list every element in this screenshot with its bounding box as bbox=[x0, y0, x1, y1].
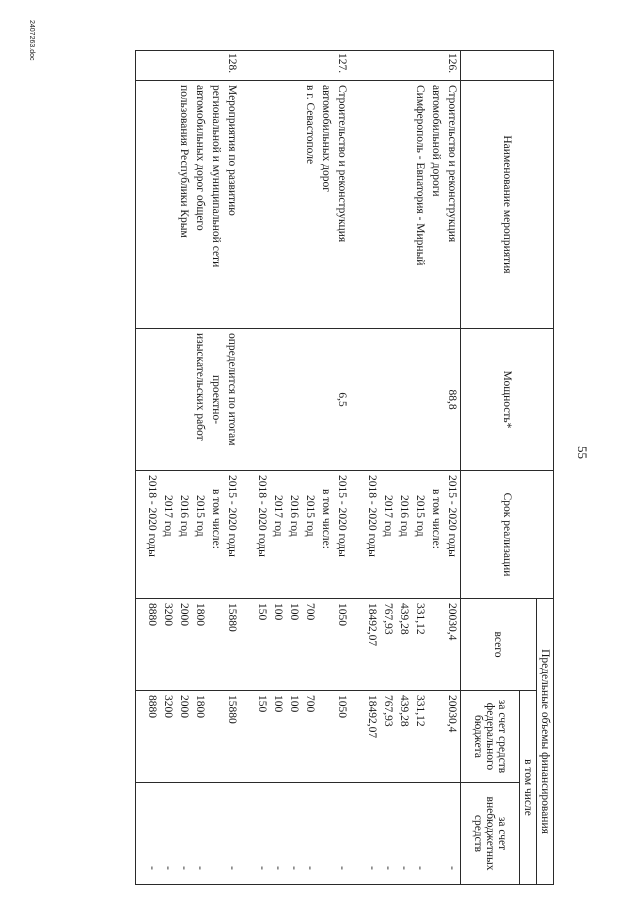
total-value: 1050 bbox=[336, 603, 348, 626]
period-line: 2017 год bbox=[272, 495, 284, 537]
extrabudget-value bbox=[208, 787, 224, 880]
page-number: 55 bbox=[575, 446, 590, 459]
federal-value: 2000 bbox=[178, 695, 190, 718]
total-value bbox=[428, 603, 444, 686]
period-line: 2015 год bbox=[304, 495, 316, 537]
total-value: 2000 bbox=[178, 603, 190, 626]
row-name-line: Строительство и реконструкция bbox=[446, 85, 458, 243]
extrabudget-value: - bbox=[304, 866, 316, 870]
extrabudget-value: - bbox=[272, 866, 284, 870]
total-value bbox=[318, 603, 334, 686]
header-capacity: Мощность* bbox=[461, 329, 554, 471]
row-name-line: региональной и муниципальной сети bbox=[210, 85, 222, 268]
federal-value: 1800 bbox=[194, 695, 206, 718]
federal-value: 15880 bbox=[226, 695, 238, 724]
extrabudget-value: - bbox=[226, 866, 238, 870]
federal-value: 3200 bbox=[162, 695, 174, 718]
federal-value: 100 bbox=[288, 695, 300, 713]
row-name-line: в г. Севастополе bbox=[304, 85, 316, 165]
row-capacity: проектно- bbox=[210, 374, 222, 425]
extrabudget-value: - bbox=[366, 866, 378, 870]
row-name-line: Симферополь - Евпатория - Мирный bbox=[414, 85, 426, 266]
federal-value: 100 bbox=[272, 695, 284, 713]
document-id: 2407263.doc bbox=[28, 20, 35, 61]
extrabudget-value: - bbox=[162, 866, 174, 870]
total-value: 767,93 bbox=[382, 603, 394, 635]
extrabudget-value bbox=[318, 787, 334, 880]
period-line: 2015 - 2020 годы bbox=[446, 475, 458, 557]
header-name: Наименование мероприятия bbox=[461, 81, 554, 329]
rotated-table-sheet bbox=[30, 20, 590, 885]
header-extrabudget: за счет внебюджетных средств bbox=[461, 783, 520, 885]
period-line: 2015 - 2020 годы bbox=[226, 475, 238, 557]
row-number: 126. bbox=[446, 53, 458, 74]
federal-value: 767,93 bbox=[382, 695, 394, 727]
row-number: 128. bbox=[226, 53, 238, 74]
extrabudget-value: - bbox=[288, 866, 300, 870]
period-line: в том числе: bbox=[430, 489, 442, 549]
total-value: 100 bbox=[288, 603, 300, 621]
header-federal: за счет средств федерального бюджета bbox=[461, 691, 520, 783]
table-row bbox=[144, 51, 240, 885]
header-total: всего bbox=[461, 599, 537, 691]
total-value: 439,28 bbox=[398, 603, 410, 635]
period-line: 2017 год bbox=[162, 495, 174, 537]
row-number: 127. bbox=[336, 53, 348, 74]
total-value: 150 bbox=[256, 603, 268, 621]
federal-value: 150 bbox=[256, 695, 268, 713]
extrabudget-value: - bbox=[398, 866, 410, 870]
row-name-line: автомобильной дороги bbox=[430, 85, 442, 197]
table-row bbox=[254, 51, 350, 885]
extrabudget-value: - bbox=[146, 866, 158, 870]
period-line: 2015 - 2020 годы bbox=[336, 475, 348, 557]
total-value: 15880 bbox=[226, 603, 238, 632]
header-period: Срок реализации bbox=[461, 471, 554, 599]
extrabudget-value: - bbox=[256, 866, 268, 870]
row-capacity: 88,8 bbox=[446, 389, 458, 410]
row-capacity: определится по итогам bbox=[226, 333, 238, 446]
period-line: 2016 год bbox=[288, 495, 300, 537]
extrabudget-value: - bbox=[178, 866, 190, 870]
period-line: 2016 год bbox=[398, 495, 410, 537]
federal-value bbox=[208, 695, 224, 778]
extrabudget-value bbox=[428, 787, 444, 880]
federal-value bbox=[428, 695, 444, 778]
period-line: 2015 год bbox=[414, 495, 426, 537]
row-name-line: автомобильных дорог общего bbox=[194, 85, 206, 231]
row-name-line: Строительство и реконструкция bbox=[336, 85, 348, 243]
total-value: 8880 bbox=[146, 603, 158, 626]
period-line: 2016 год bbox=[178, 495, 190, 537]
federal-value: 8880 bbox=[146, 695, 158, 718]
federal-value bbox=[318, 695, 334, 778]
total-value: 20030,4 bbox=[446, 603, 458, 641]
extrabudget-value: - bbox=[194, 866, 206, 870]
period-line: 2018 - 2020 годы bbox=[146, 475, 158, 557]
federal-value: 331,12 bbox=[414, 695, 426, 727]
row-capacity: изыскательских работ bbox=[194, 333, 206, 441]
extrabudget-value: - bbox=[336, 866, 348, 870]
period-line: 2018 - 2020 годы bbox=[256, 475, 268, 557]
federal-value: 18492,07 bbox=[366, 695, 378, 739]
extrabudget-value: - bbox=[414, 866, 426, 870]
federal-value: 439,28 bbox=[398, 695, 410, 727]
period-line: 2018 - 2020 годы bbox=[366, 475, 378, 557]
federal-value: 700 bbox=[304, 695, 316, 713]
total-value: 331,12 bbox=[414, 603, 426, 635]
total-value: 700 bbox=[304, 603, 316, 621]
period-line: 2017 год bbox=[382, 495, 394, 537]
header-number bbox=[461, 51, 554, 81]
federal-value: 1050 bbox=[336, 695, 348, 718]
row-name-line: Мероприятия по развитию bbox=[226, 85, 238, 216]
total-value: 1800 bbox=[194, 603, 206, 626]
row-name-line: пользования Республики Крым bbox=[178, 85, 190, 238]
federal-value: 20030,4 bbox=[446, 695, 458, 733]
extrabudget-value: - bbox=[382, 866, 394, 870]
total-value bbox=[208, 603, 224, 686]
period-line: в том числе: bbox=[210, 489, 222, 549]
extrabudget-value: - bbox=[446, 866, 458, 870]
total-value: 3200 bbox=[162, 603, 174, 626]
total-value: 100 bbox=[272, 603, 284, 621]
header-financing: Предельные объемы финансирования bbox=[537, 599, 554, 885]
row-capacity: 6,5 bbox=[336, 392, 348, 407]
header-including: в том числе bbox=[520, 691, 537, 885]
row-name-line: автомобильных дорог bbox=[320, 85, 332, 192]
period-line: 2015 год bbox=[194, 495, 206, 537]
financing-table bbox=[136, 50, 555, 885]
period-line: в том числе: bbox=[320, 489, 332, 549]
total-value: 18492,07 bbox=[366, 603, 378, 647]
table-row bbox=[364, 51, 461, 885]
